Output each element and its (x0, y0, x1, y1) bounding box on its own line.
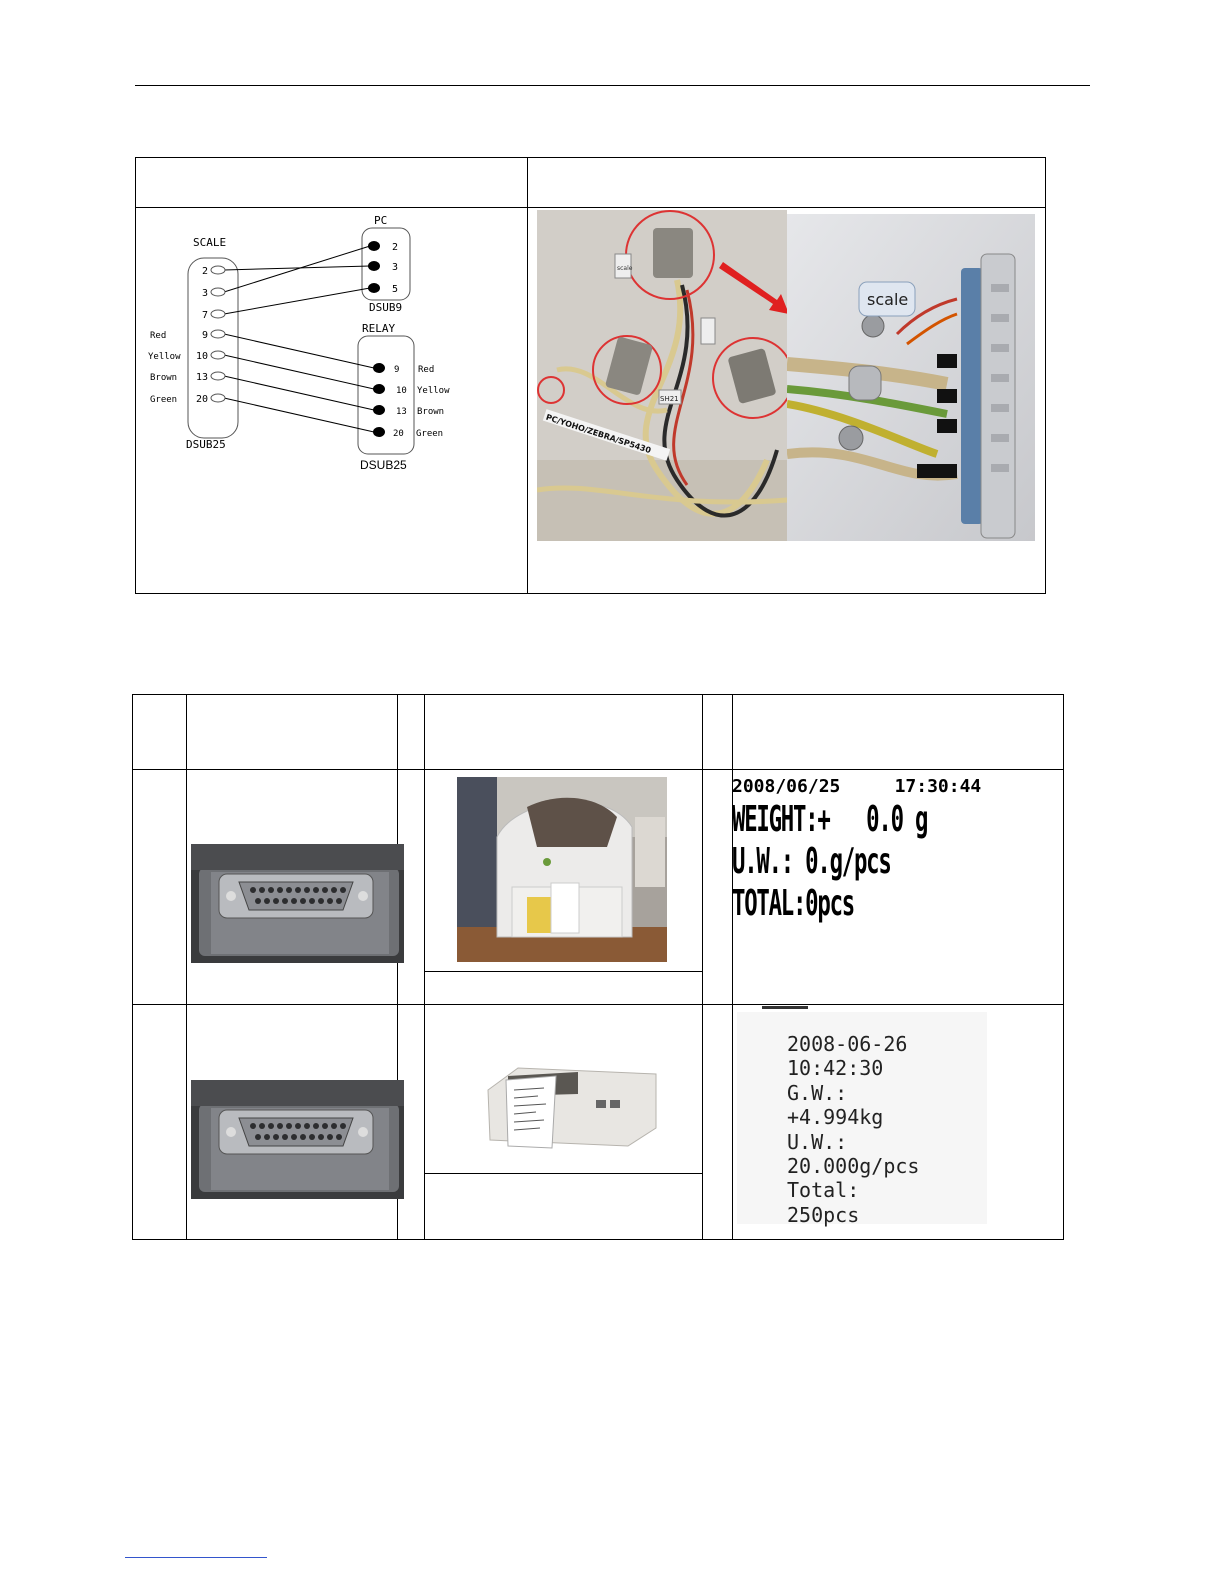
scale-pin (211, 330, 225, 338)
pc-pin-label: 2 (392, 242, 399, 253)
db25-port-photo (191, 1080, 404, 1199)
relay-title: RELAY (362, 322, 396, 335)
scale-pin (211, 372, 225, 380)
printout-unit-weight: U.W.: 0.g/pcs (732, 841, 891, 882)
relay-pin-label: 9 (394, 365, 400, 375)
wiring-header-left (136, 158, 528, 208)
wiring-diagram (136, 208, 526, 588)
wire-color-label: Red (418, 365, 435, 375)
wire-color-label: Brown (417, 407, 445, 417)
scale-pin-label: 7 (202, 310, 209, 321)
scale-pin-label: 10 (196, 351, 209, 362)
scale-pin (211, 351, 225, 359)
connector-closeup-photo (787, 214, 1035, 541)
row2-printer-caption-cell (425, 1174, 703, 1240)
scale-connector-label: DSUB25 (186, 438, 226, 451)
printout-date: 2008/06/25 (732, 776, 841, 797)
printout-total: TOTAL:0pcs (732, 883, 854, 924)
cable-photo (537, 210, 787, 541)
scale-pin (211, 288, 225, 296)
scale-pin-label: 3 (202, 288, 209, 299)
pc-pin-label: 3 (392, 262, 399, 273)
wire-color-label: Yellow (148, 352, 181, 362)
db25-port-photo (191, 844, 404, 963)
label-printer-photo (457, 777, 667, 962)
row2-spacer-cell (702, 1005, 732, 1240)
row1-spacer-cell (702, 770, 732, 1005)
wire-color-label: Green (150, 395, 178, 405)
receipt-line: G.W.: (787, 1080, 848, 1105)
printout-time: 17:30:44 (894, 776, 982, 797)
relay-connector-label: DSUB25 (360, 458, 407, 472)
scale-pin (211, 266, 225, 274)
wiring-header-right (528, 158, 1046, 208)
header-cell (187, 695, 398, 770)
header-cell (425, 695, 703, 770)
scale-pin-label: 9 (202, 330, 209, 341)
relay-pin (373, 405, 385, 415)
receipt-line: 250pcs (787, 1202, 860, 1227)
row2-index-cell (133, 1005, 187, 1240)
printout-weight: WEIGHT:+ 0.0 g (732, 799, 928, 840)
relay-pin-label: 10 (396, 386, 407, 396)
scale-pin-label: 13 (196, 372, 209, 383)
footnote-rule (125, 1557, 267, 1558)
relay-pin (373, 427, 385, 437)
cable-tag: PC/YOHO/ZEBRA/SP5430 (544, 412, 653, 456)
scale-connector-outline (188, 258, 238, 438)
receipt-line: 2008-06-26 (787, 1032, 908, 1056)
label-printout (732, 776, 1052, 925)
scale-pin-label: 2 (202, 266, 209, 277)
receipt-printout (737, 1012, 987, 1227)
relay-pin-label: 20 (393, 429, 404, 439)
wire-color-label: Yellow (417, 386, 450, 396)
receipt-tear-mark (762, 1006, 808, 1009)
receipt-line: 10:42:30 (787, 1056, 884, 1081)
wires (224, 246, 374, 432)
pc-pin (368, 241, 380, 251)
receipt-line: Total: (787, 1178, 860, 1203)
scale-tag: scale (617, 265, 633, 272)
printout-datetime (732, 776, 1052, 797)
scale-pin-label: 20 (196, 394, 209, 405)
header-cell (733, 695, 1064, 770)
relay-pin (373, 363, 385, 373)
header-cell (702, 695, 732, 770)
header-rule (135, 85, 1090, 86)
scale-pin (211, 394, 225, 402)
row1-printer-caption-cell (425, 972, 703, 1005)
row1-index-cell (133, 770, 187, 1005)
header-cell (398, 695, 425, 770)
wire-color-label: Red (150, 331, 167, 341)
wire-color-label: Brown (150, 373, 178, 383)
wire-color-label: Green (416, 429, 444, 439)
relay-pin (373, 384, 385, 394)
receipt-line: 20.000g/pcs (787, 1154, 920, 1179)
dsub9-label: DSUB9 (369, 301, 403, 314)
pc-pin (368, 261, 380, 271)
pc-title: PC (374, 214, 388, 227)
receipt-line: U.W.: (787, 1129, 848, 1154)
mini-printer-photo (478, 1050, 666, 1152)
pc-pin (368, 283, 380, 293)
scale-callout: scale (867, 290, 909, 309)
header-cell (133, 695, 187, 770)
receipt-line: +4.994kg (787, 1105, 884, 1130)
scale-title: SCALE (193, 236, 227, 249)
relay-pin-label: 13 (396, 407, 407, 417)
sh-tag: SH21 (660, 395, 679, 403)
pc-pin-label: 5 (392, 284, 399, 295)
scale-pin (211, 310, 225, 318)
